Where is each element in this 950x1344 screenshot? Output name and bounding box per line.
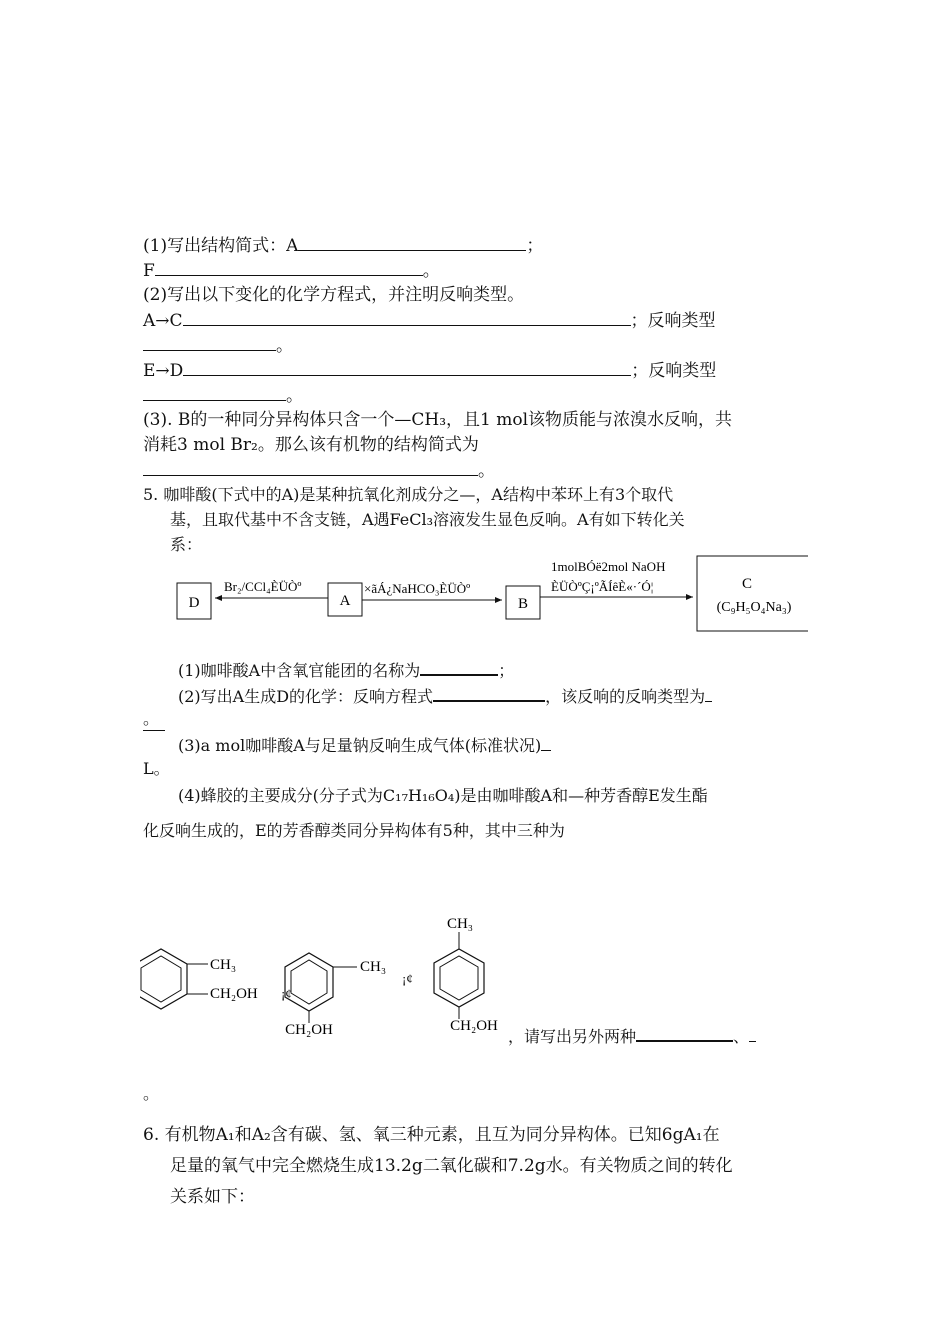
q5-intro-line3: 系： [170, 535, 203, 554]
q5-tail-line [508, 1024, 756, 1048]
q5-sub2-line [178, 684, 712, 708]
q4-part1-f-line [143, 259, 440, 282]
benzene-ring-2-inner [291, 960, 327, 1004]
answer-blank-isomer[interactable] [143, 459, 478, 476]
q5-sub4-line2: 化反响生成的，E的芳香醇类同分异构体有5种，其中三种为 [143, 821, 565, 840]
box-a-label: A [339, 593, 351, 609]
q5-intro-line2: 基，且取代基中不含支链，A遇FeCl₃溶液发生显色反响。A有如下转化关 [170, 510, 685, 529]
box-c-formula: (C₉H₅O₄Na₃) [716, 600, 792, 615]
answer-blank-ed-type[interactable] [143, 384, 286, 401]
q5-sub2-text: (2)写出A生成D的化学：反响方程式 [178, 687, 434, 706]
arrow-b-to-c-reagent-top: 1molBÓë2mol NaOH [551, 559, 666, 574]
q6-line2: 足量的氧气中完全燃烧生成13.2g二氧化碳和7.2g水。有关物质之间的转化 [170, 1156, 733, 1176]
struct3-ch3: CH₃ [446, 916, 474, 932]
aromatic-alcohol-structures [140, 912, 670, 1042]
q4-part3-line1: (3). B的一种同分异构体只含一个—CH₃，且1 mol该物质能与浓溴水反响，共 [143, 410, 733, 430]
q4-part2-ac-type: ；反响类型 [630, 311, 716, 331]
q5-sub1-line [178, 658, 514, 682]
q4-part1-f: F [143, 261, 155, 281]
answer-blank-f[interactable] [155, 259, 423, 276]
q4-part2-ed-end: 。 [286, 386, 303, 406]
box-b-label: B [517, 596, 529, 612]
q4-part3-line2: 消耗3 mol Br₂。那么该有机物的结构简式为 [143, 435, 479, 455]
q4-part2-ed-line [143, 359, 716, 382]
benzene-ring-1-inner [141, 956, 181, 1002]
arrow-b-to-c-reagent-bottom: ÈÜÒºÇ¡ºÃÍêÈ«·´Ó¦ [551, 579, 654, 594]
arrow-b-to-c-head [686, 594, 693, 600]
answer-blank-a-to-d-equation[interactable] [433, 684, 545, 702]
answer-blank-ac-type[interactable] [143, 334, 276, 351]
answer-blank-ed-equation[interactable] [183, 359, 631, 376]
q5-sub1-end: ； [498, 661, 515, 680]
q4-part2-ac-label: A→C [143, 311, 183, 331]
reaction-scheme [140, 553, 810, 635]
separator-2: ¡¢ [402, 971, 413, 986]
q5-tail-text: ，请写出另外两种 [508, 1027, 637, 1046]
q5-sub2-cont [143, 708, 165, 731]
q5-sub2-mid: ，该反响的反响类型为 [545, 687, 706, 706]
answer-blank-ac-equation[interactable] [183, 309, 631, 326]
benzene-ring-3 [434, 949, 484, 1007]
benzene-ring-2 [285, 953, 333, 1011]
struct2-ch3: CH₃ [360, 959, 387, 975]
box-c [697, 556, 808, 631]
arrow-a-to-d-head [215, 595, 222, 601]
q4-part1-prefix: (1)写出结构简式：A [143, 236, 299, 256]
answer-blank-isomer-2[interactable] [749, 1025, 756, 1042]
q4-part3-answer-line [143, 459, 495, 482]
struct3-ch2oh: CH₂OH [450, 1018, 498, 1034]
q4-part2-ac-line [143, 309, 716, 332]
q4-part1-end: ； [526, 236, 544, 256]
q5-sub1-text: (1)咖啡酸A中含氧官能团的名称为 [178, 661, 421, 680]
q6-line3: 关系如下： [170, 1187, 255, 1207]
q5-sub2-end: 。 [143, 708, 165, 731]
benzene-ring-3-inner [440, 956, 478, 1000]
q5-intro-line1: 5. 咖啡酸(下式中的A)是某种抗氧化剂成分之—，A结构中苯环上有3个取代 [143, 485, 674, 504]
q5-tail-sep: 、 [733, 1027, 750, 1046]
q4-part2-ed-type-line [143, 384, 303, 407]
q5-final-end: 。 [143, 1084, 160, 1103]
arrow-a-to-b-head [495, 597, 502, 603]
q4-part2-ac-type-line [143, 334, 293, 357]
arrow-a-to-b-reagent: ×ãÁ¿NaHCO₃ÈÜÒº [364, 581, 471, 596]
answer-blank-isomer-1[interactable] [636, 1024, 733, 1042]
q5-sub3-line [178, 734, 551, 757]
q4-part1-f-end: 。 [422, 261, 440, 281]
q4-part2-ed-label: E→D [143, 361, 184, 381]
separator-1: ¡¢ [281, 986, 292, 1001]
answer-blank-a[interactable] [298, 234, 526, 251]
q4-part2-intro: (2)写出以下变化的化学方程式，并注明反响类型。 [143, 285, 525, 305]
box-d-label: D [188, 595, 200, 611]
q4-part2-ac-end: 。 [276, 336, 293, 356]
answer-blank-functional-group[interactable] [420, 658, 498, 676]
arrow-a-to-d-reagent: Br₂/CCl₄ÈÜÒº [224, 579, 302, 594]
struct2-ch2oh: CH₂OH [285, 1022, 333, 1038]
answer-blank-a-to-d-type[interactable] [705, 685, 712, 702]
struct1-ch3: CH₃ [210, 957, 237, 973]
box-c-label: C [741, 576, 753, 592]
q5-sub3-text: (3)a mol咖啡酸A与足量钠反响生成气体(标准状况) [178, 736, 542, 755]
q4-part3-end: 。 [478, 461, 495, 481]
q6-line1: 6. 有机物A₁和A₂含有碳、氢、氧三种元素，且互为同分异构体。已知6gA₁在 [143, 1125, 720, 1145]
q5-sub4-line1: (4)蜂胶的主要成分(分子式为C₁₇H₁₆O₄)是由咖啡酸A和—种芳香醇E发生酯 [178, 786, 708, 805]
answer-blank-gas-volume[interactable] [541, 734, 551, 751]
q4-part2-ed-type: ；反响类型 [631, 361, 717, 381]
struct1-ch2oh: CH₂OH [210, 986, 258, 1002]
q4-part1-line [143, 234, 543, 257]
q5-sub3-end: L。 [143, 759, 170, 778]
